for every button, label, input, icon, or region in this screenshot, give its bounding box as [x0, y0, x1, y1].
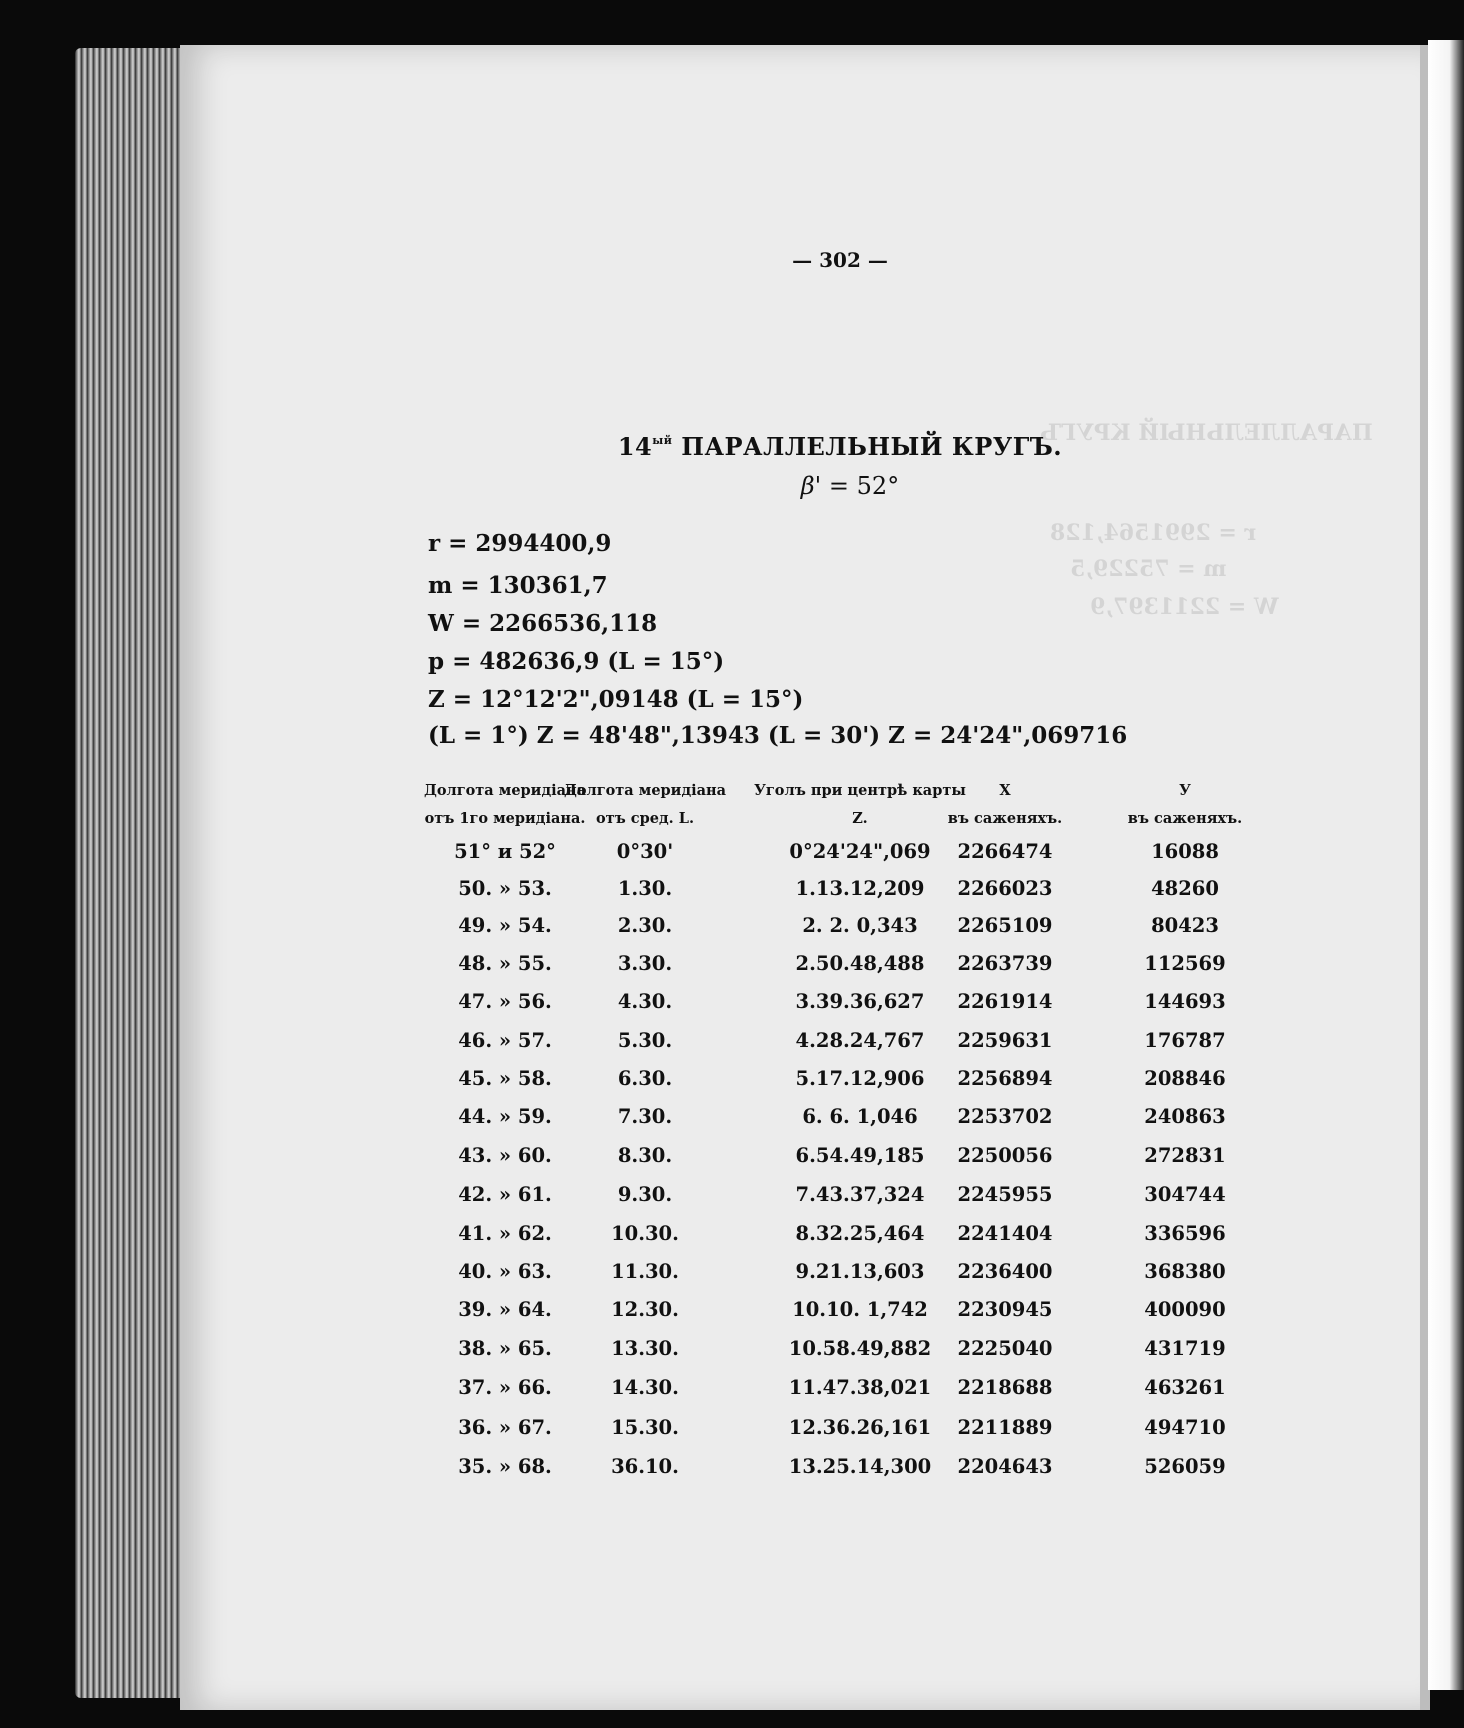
table-cell-longitude-first: 42. » 61.	[458, 1183, 552, 1206]
table-cell-y-value: 48260	[1151, 877, 1219, 900]
header-longitude-mid: Долгота меридіана	[563, 782, 727, 799]
section-title	[560, 432, 1120, 461]
table-cell-longitude-first: 51° и 52°	[454, 840, 556, 863]
table-cell-angle-z: 12.36.26,161	[788, 1416, 932, 1439]
table-cell-longitude-mid: 14.30.	[611, 1376, 679, 1399]
table-cell-longitude-mid: 0°30'	[616, 840, 674, 863]
header-y-value-sub: въ саженяхъ.	[1127, 810, 1243, 827]
table-cell-y-value: 463261	[1144, 1376, 1226, 1399]
param-m: m = 130361,7	[428, 572, 608, 599]
table-cell-x-value: 2259631	[957, 1029, 1053, 1052]
table-cell-x-value: 2263739	[957, 952, 1053, 975]
table-cell-y-value: 494710	[1144, 1416, 1226, 1439]
table-cell-y-value: 368380	[1144, 1260, 1226, 1283]
table-cell-longitude-first: 39. » 64.	[458, 1298, 552, 1321]
beta-symbol: β'	[800, 472, 822, 500]
table-cell-longitude-first: 50. » 53.	[458, 877, 552, 900]
table-cell-y-value: 176787	[1144, 1029, 1226, 1052]
table-cell-longitude-mid: 15.30.	[611, 1416, 679, 1439]
table-cell-x-value: 2261914	[957, 990, 1053, 1013]
table-cell-longitude-first: 44. » 59.	[458, 1105, 552, 1128]
table-cell-longitude-first: 46. » 57.	[458, 1029, 552, 1052]
bleed-through-text: W = 2211397,9	[1090, 594, 1279, 620]
table-cell-longitude-first: 41. » 62.	[458, 1222, 552, 1245]
param-w: W = 2266536,118	[428, 610, 658, 637]
bleed-through-text: m = 75229,5	[1070, 556, 1227, 582]
table-cell-longitude-mid: 11.30.	[611, 1260, 679, 1283]
table-cell-y-value: 16088	[1151, 840, 1219, 863]
header-angle-z-sub: Z.	[852, 810, 868, 827]
header-x-value: X	[999, 782, 1011, 799]
param-p: p = 482636,9 (L = 15°)	[428, 648, 725, 675]
bleed-through-text: r = 2991564,128	[1050, 520, 1257, 546]
table-cell-x-value: 2253702	[957, 1105, 1053, 1128]
beta-line	[700, 472, 1000, 500]
table-cell-x-value: 2245955	[957, 1183, 1053, 1206]
table-cell-x-value: 2211889	[957, 1416, 1053, 1439]
table-cell-angle-z: 7.43.37,324	[795, 1183, 925, 1206]
table-cell-x-value: 2218688	[957, 1376, 1053, 1399]
table-cell-angle-z: 3.39.36,627	[795, 990, 925, 1013]
table-cell-longitude-mid: 36.10.	[611, 1455, 679, 1478]
table-cell-longitude-mid: 12.30.	[611, 1298, 679, 1321]
table-cell-y-value: 144693	[1144, 990, 1226, 1013]
table-cell-x-value: 2266474	[957, 840, 1053, 863]
table-cell-longitude-mid: 1.30.	[617, 877, 673, 900]
title-text: ПАРАЛЛЕЛЬНЫЙ КРУГЪ.	[681, 432, 1063, 461]
param-z-variants: (L = 1°) Z = 48'48",13943 (L = 30') Z = 24'24",069716	[428, 722, 1128, 749]
table-cell-angle-z: 10.10. 1,742	[792, 1298, 928, 1321]
header-x-value-sub: въ саженяхъ.	[947, 810, 1063, 827]
table-cell-angle-z: 4.28.24,767	[795, 1029, 925, 1052]
table-cell-longitude-first: 49. » 54.	[458, 914, 552, 937]
table-cell-angle-z: 8.32.25,464	[795, 1222, 925, 1245]
bleed-through-title: ПАРАЛЛЕЛЬНЫЙ КРУГЪ	[1040, 420, 1373, 446]
table-cell-angle-z: 6.54.49,185	[795, 1144, 925, 1167]
param-r: r = 2994400,9	[428, 530, 612, 557]
param-z: Z = 12°12'2",09148 (L = 15°)	[428, 686, 804, 713]
table-cell-x-value: 2236400	[957, 1260, 1053, 1283]
table-cell-longitude-mid: 13.30.	[611, 1337, 679, 1360]
table-cell-angle-z: 2. 2. 0,343	[802, 914, 918, 937]
table-cell-x-value: 2266023	[957, 877, 1053, 900]
title-ordinal-suffix: ый	[652, 434, 673, 447]
table-cell-longitude-mid: 5.30.	[617, 1029, 673, 1052]
title-ordinal: 14	[617, 432, 653, 461]
table-cell-longitude-mid: 6.30.	[617, 1067, 673, 1090]
table-cell-x-value: 2225040	[957, 1337, 1053, 1360]
table-cell-longitude-mid: 10.30.	[611, 1222, 679, 1245]
header-y-value: У	[1179, 782, 1191, 799]
table-cell-y-value: 112569	[1144, 952, 1226, 975]
table-cell-angle-z: 6. 6. 1,046	[802, 1105, 918, 1128]
table-cell-longitude-mid: 3.30.	[617, 952, 673, 975]
page-number: — 302 —	[792, 248, 888, 272]
table-cell-x-value: 2230945	[957, 1298, 1053, 1321]
table-cell-y-value: 208846	[1144, 1067, 1226, 1090]
table-cell-longitude-first: 45. » 58.	[458, 1067, 552, 1090]
facing-page-edge	[1428, 40, 1464, 1690]
header-longitude-first: Долгота меридіана	[423, 782, 587, 799]
table-cell-angle-z: 9.21.13,603	[795, 1260, 925, 1283]
beta-value: = 52°	[828, 472, 900, 500]
table-cell-x-value: 2241404	[957, 1222, 1053, 1245]
table-cell-y-value: 272831	[1144, 1144, 1226, 1167]
table-cell-y-value: 431719	[1144, 1337, 1226, 1360]
table-cell-y-value: 80423	[1151, 914, 1219, 937]
table-cell-y-value: 400090	[1144, 1298, 1226, 1321]
table-cell-angle-z: 5.17.12,906	[795, 1067, 925, 1090]
table-cell-x-value: 2250056	[957, 1144, 1053, 1167]
table-cell-angle-z: 11.47.38,021	[788, 1376, 932, 1399]
table-cell-y-value: 240863	[1144, 1105, 1226, 1128]
table-cell-longitude-mid: 2.30.	[617, 914, 673, 937]
table-cell-longitude-first: 38. » 65.	[458, 1337, 552, 1360]
table-cell-longitude-mid: 7.30.	[617, 1105, 673, 1128]
table-cell-angle-z: 13.25.14,300	[788, 1455, 932, 1478]
header-longitude-mid-sub: отъ сред. L.	[595, 810, 695, 827]
table-cell-longitude-first: 40. » 63.	[458, 1260, 552, 1283]
table-cell-x-value: 2265109	[957, 914, 1053, 937]
table-cell-longitude-first: 43. » 60.	[458, 1144, 552, 1167]
table-cell-longitude-mid: 9.30.	[617, 1183, 673, 1206]
header-angle-z: Уголъ при центрѣ карты	[754, 782, 966, 799]
table-cell-angle-z: 1.13.12,209	[795, 877, 925, 900]
table-cell-longitude-first: 48. » 55.	[458, 952, 552, 975]
table-cell-y-value: 304744	[1144, 1183, 1226, 1206]
table-cell-angle-z: 2.50.48,488	[795, 952, 925, 975]
table-cell-longitude-mid: 4.30.	[617, 990, 673, 1013]
table-cell-x-value: 2256894	[957, 1067, 1053, 1090]
table-cell-y-value: 336596	[1144, 1222, 1226, 1245]
table-cell-longitude-first: 35. » 68.	[458, 1455, 552, 1478]
table-cell-x-value: 2204643	[957, 1455, 1053, 1478]
table-cell-angle-z: 0°24'24",069	[789, 840, 931, 863]
table-cell-longitude-first: 47. » 56.	[458, 990, 552, 1013]
table-cell-longitude-mid: 8.30.	[617, 1144, 673, 1167]
table-cell-angle-z: 10.58.49,882	[788, 1337, 932, 1360]
table-cell-y-value: 526059	[1144, 1455, 1226, 1478]
header-longitude-first-sub: отъ 1го меридіана.	[424, 810, 586, 827]
table-cell-longitude-first: 36. » 67.	[458, 1416, 552, 1439]
table-cell-longitude-first: 37. » 66.	[458, 1376, 552, 1399]
